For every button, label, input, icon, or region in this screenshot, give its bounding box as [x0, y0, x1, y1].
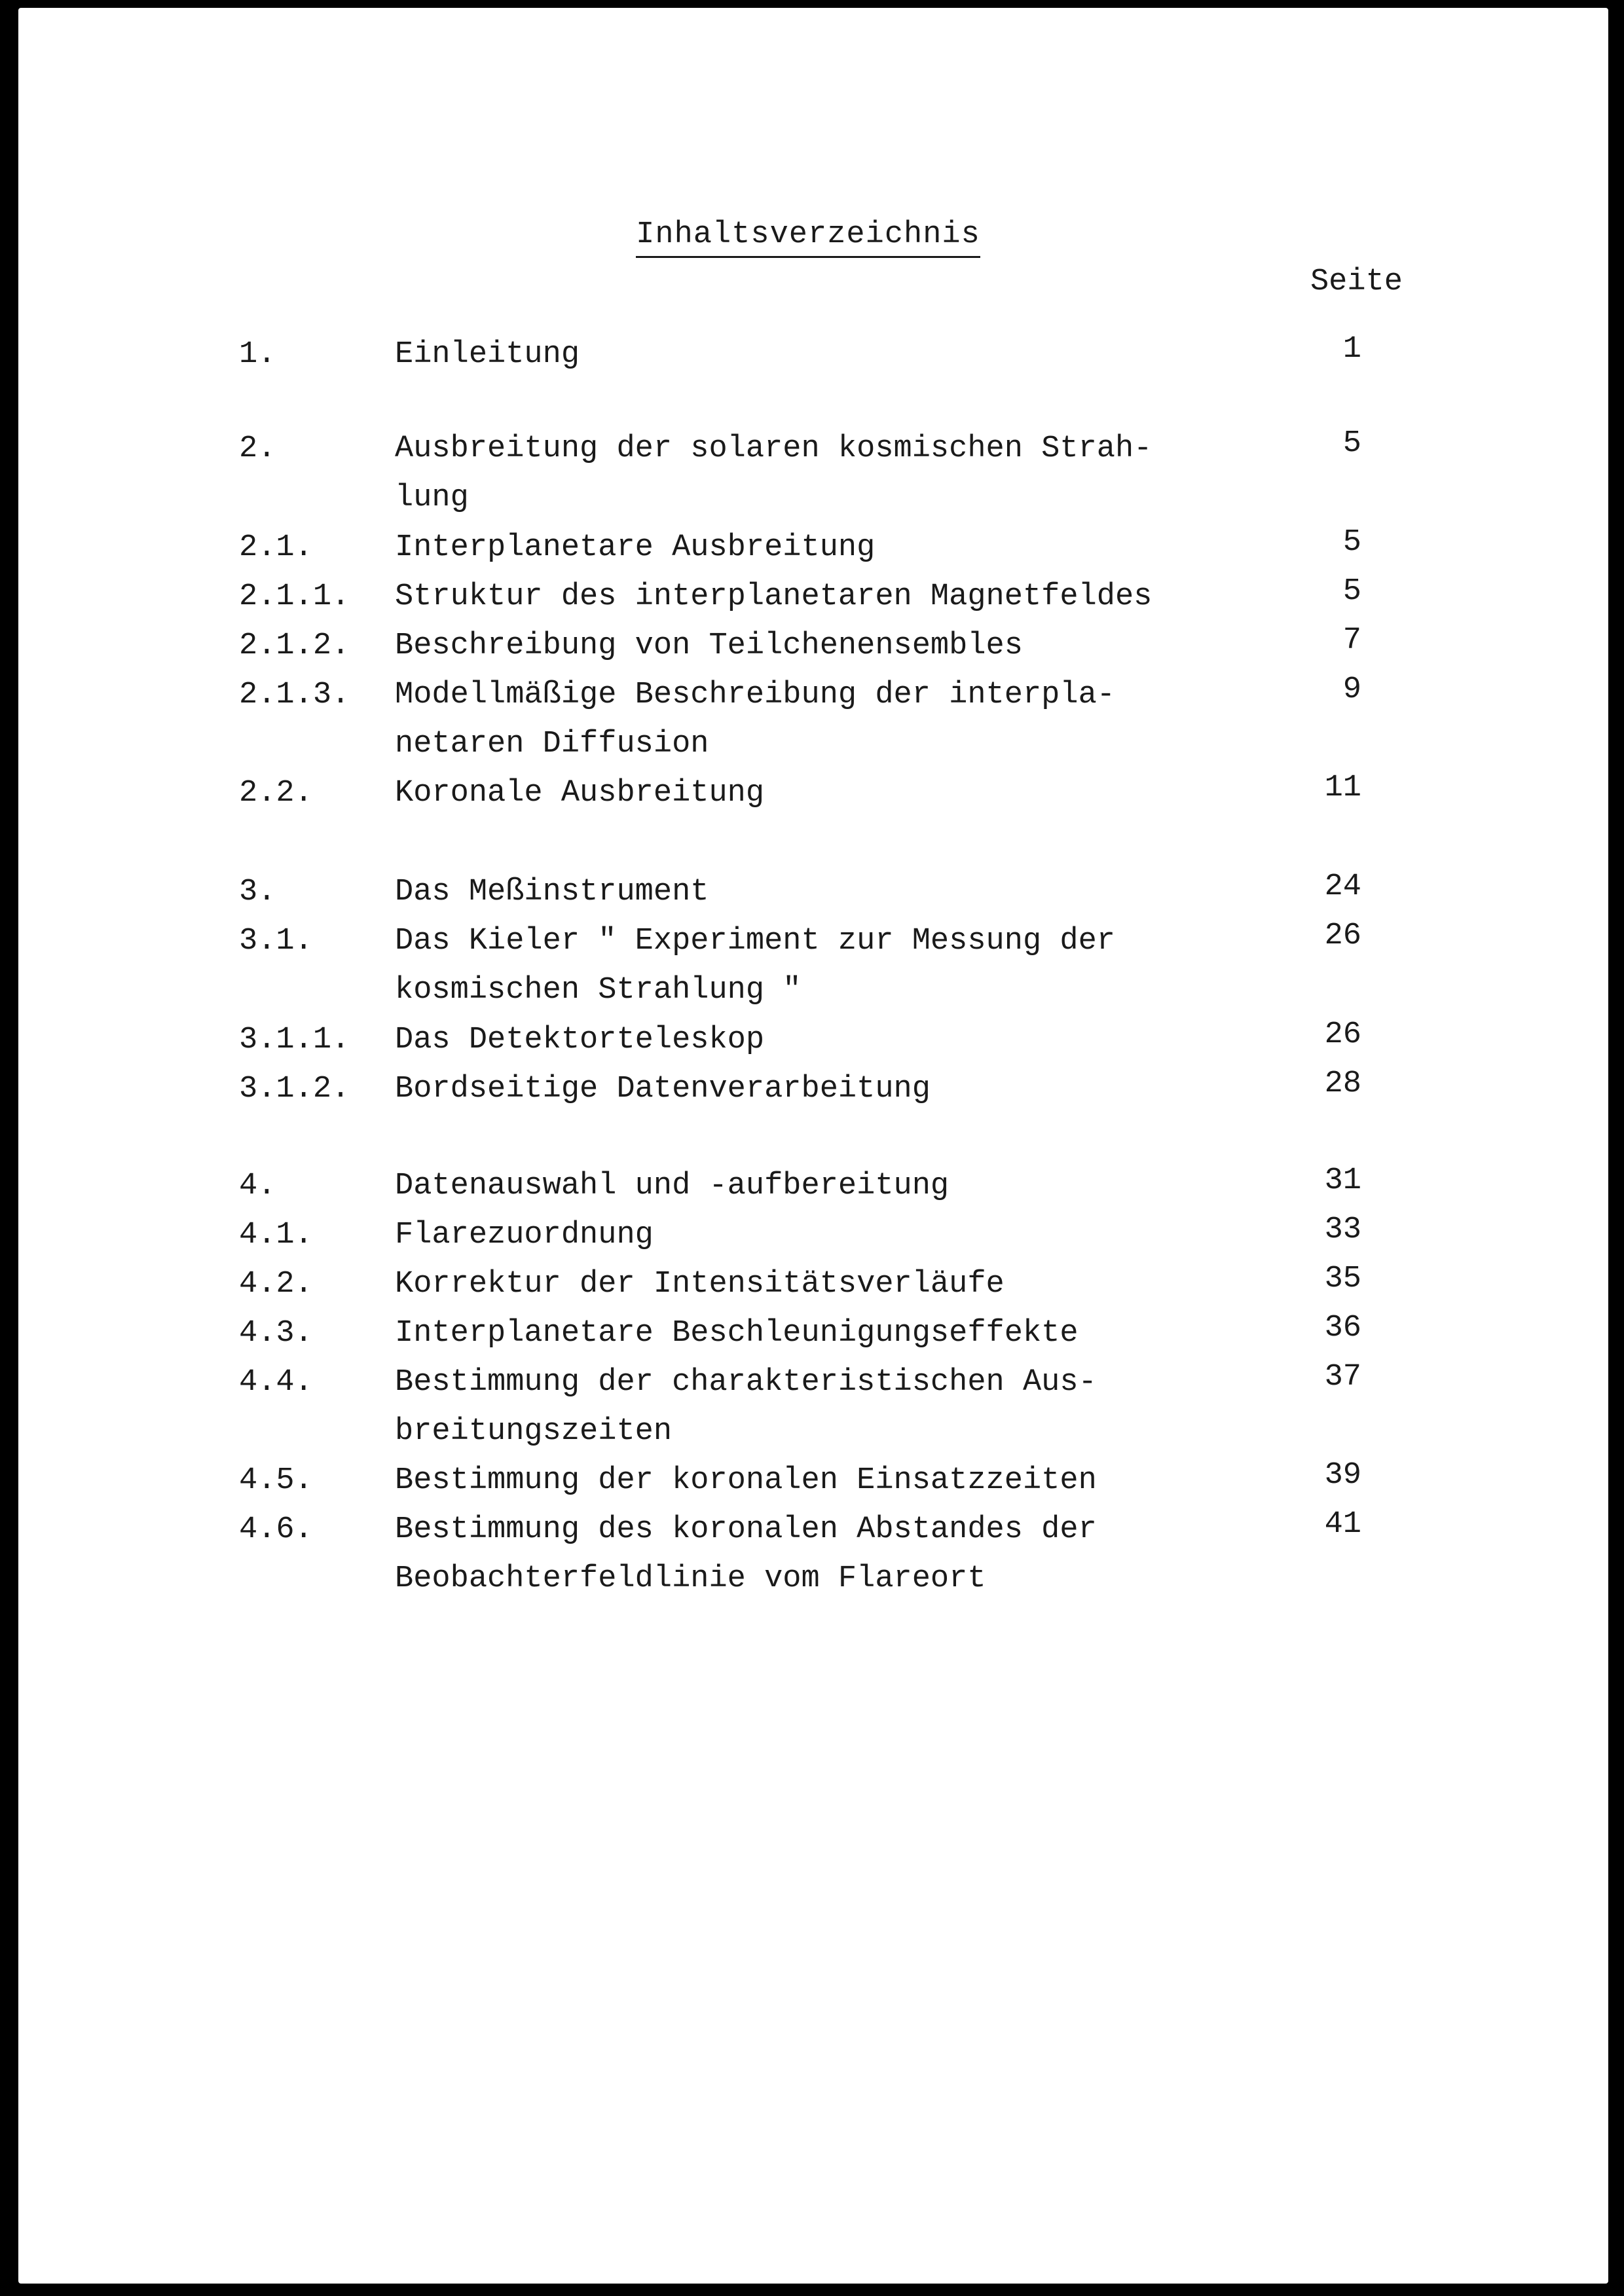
- toc-entry-title: Modellmäßige Beschreibung der interpla-: [395, 678, 1115, 712]
- toc-entry-number: 4.4.: [239, 1365, 313, 1400]
- toc-entry-number: 2.1.: [239, 530, 313, 565]
- toc-entry-page: 26: [1324, 919, 1361, 953]
- toc-entry-page: 7: [1342, 623, 1361, 658]
- toc-entry-title: Bestimmung des koronalen Abstandes der: [395, 1512, 1097, 1547]
- toc-entry: [18, 1211, 1608, 1260]
- toc-entry-title: Flarezuordnung: [395, 1218, 654, 1252]
- toc-entry: [18, 523, 1608, 572]
- toc-entry-number: 2.1.1.: [239, 579, 350, 614]
- toc-entry: [18, 1358, 1608, 1456]
- toc-entry-number: 3.1.2.: [239, 1072, 350, 1106]
- toc-entry-page: 37: [1324, 1360, 1361, 1394]
- page-column-label: Seite: [1310, 264, 1403, 299]
- toc-entry-title: netaren Diffusion: [395, 727, 709, 761]
- toc-entry-title: Bordseitige Datenverarbeitung: [395, 1072, 931, 1106]
- toc-entry-number: 2.: [239, 431, 276, 466]
- toc-entry-title: Interplanetare Ausbreitung: [395, 530, 876, 565]
- toc-entry: [18, 867, 1608, 917]
- toc-heading: [18, 217, 1608, 252]
- toc-entry: [18, 670, 1608, 769]
- toc-entry-page: 5: [1342, 426, 1361, 461]
- toc-entry-title: Das Meßinstrument: [395, 875, 709, 909]
- toc-entry-number: 3.1.: [239, 924, 313, 958]
- toc-entry-title: Korrektur der Intensitätsverläufe: [395, 1267, 1005, 1302]
- toc-entry-title: kosmischen Strahlung ": [395, 973, 802, 1008]
- toc-entry-title: Das Detektorteleskop: [395, 1023, 765, 1057]
- toc-entry-title: Einleitung: [395, 337, 580, 372]
- toc-entry: [18, 917, 1608, 1015]
- toc-entry-number: 2.1.2.: [239, 629, 350, 663]
- toc-entry-number: 4.6.: [239, 1512, 313, 1547]
- toc-entry: [18, 1309, 1608, 1358]
- toc-entry-title: Datenauswahl und -aufbereitung: [395, 1169, 950, 1203]
- toc-heading-text: Inhaltsverzeichnis: [636, 217, 980, 258]
- toc-entry: [18, 1161, 1608, 1211]
- toc-entry: [18, 424, 1608, 522]
- toc-entry-number: 4.1.: [239, 1218, 313, 1252]
- toc-entry: [18, 572, 1608, 621]
- toc-entry: [18, 1260, 1608, 1309]
- toc-entry-number: 2.1.3.: [239, 678, 350, 712]
- toc-entry-number: 2.2.: [239, 776, 313, 811]
- toc-entry-title: Interplanetare Beschleunigungseffekte: [395, 1316, 1079, 1351]
- toc-entry-page: 31: [1324, 1163, 1361, 1198]
- toc-entry-title: Struktur des interplanetaren Magnetfeldes: [395, 579, 1153, 614]
- toc-entry-page: 28: [1324, 1066, 1361, 1101]
- toc-entry-number: 4.2.: [239, 1267, 313, 1302]
- toc-entry: [18, 1505, 1608, 1603]
- toc-entry-number: 4.5.: [239, 1463, 313, 1498]
- toc-entry-title: Das Kieler " Experiment zur Messung der: [395, 924, 1115, 958]
- document-page: [18, 8, 1608, 2284]
- toc-entry-page: 5: [1342, 525, 1361, 560]
- toc-entry: [18, 1456, 1608, 1505]
- toc-entry-title: Beschreibung von Teilchenensembles: [395, 629, 1023, 663]
- toc-entry-page: 11: [1324, 771, 1361, 805]
- toc-entry-number: 1.: [239, 337, 276, 372]
- toc-entry-title: Bestimmung der charakteristischen Aus-: [395, 1365, 1097, 1400]
- toc-entry-page: 26: [1324, 1017, 1361, 1052]
- toc-entry: [18, 769, 1608, 818]
- toc-entry-page: 5: [1342, 574, 1361, 609]
- toc-entry-page: 1: [1342, 332, 1361, 367]
- toc-entry-title: breitungszeiten: [395, 1414, 673, 1449]
- toc-entry-title: Koronale Ausbreitung: [395, 776, 765, 811]
- toc-entry-title: Bestimmung der koronalen Einsatzzeiten: [395, 1463, 1097, 1498]
- toc-entry-page: 24: [1324, 869, 1361, 904]
- toc-entry-page: 39: [1324, 1458, 1361, 1493]
- toc-entry: [18, 1065, 1608, 1114]
- toc-entry-title: Ausbreitung der solaren kosmischen Strah-: [395, 431, 1153, 466]
- toc-entry-page: 9: [1342, 672, 1361, 707]
- toc-entry-number: 3.1.1.: [239, 1023, 350, 1057]
- toc-entry-page: 41: [1324, 1507, 1361, 1542]
- toc-entry: [18, 330, 1608, 379]
- toc-entry-number: 3.: [239, 875, 276, 909]
- toc-entry-page: 36: [1324, 1311, 1361, 1345]
- toc-entry-title: Beobachterfeldlinie vom Flareort: [395, 1561, 986, 1596]
- toc-entry: [18, 621, 1608, 670]
- toc-entry-number: 4.3.: [239, 1316, 313, 1351]
- toc-entry-number: 4.: [239, 1169, 276, 1203]
- toc-entry-page: 35: [1324, 1262, 1361, 1296]
- toc-entry-page: 33: [1324, 1212, 1361, 1247]
- toc-entry-title: lung: [395, 481, 469, 515]
- toc-entry: [18, 1015, 1608, 1065]
